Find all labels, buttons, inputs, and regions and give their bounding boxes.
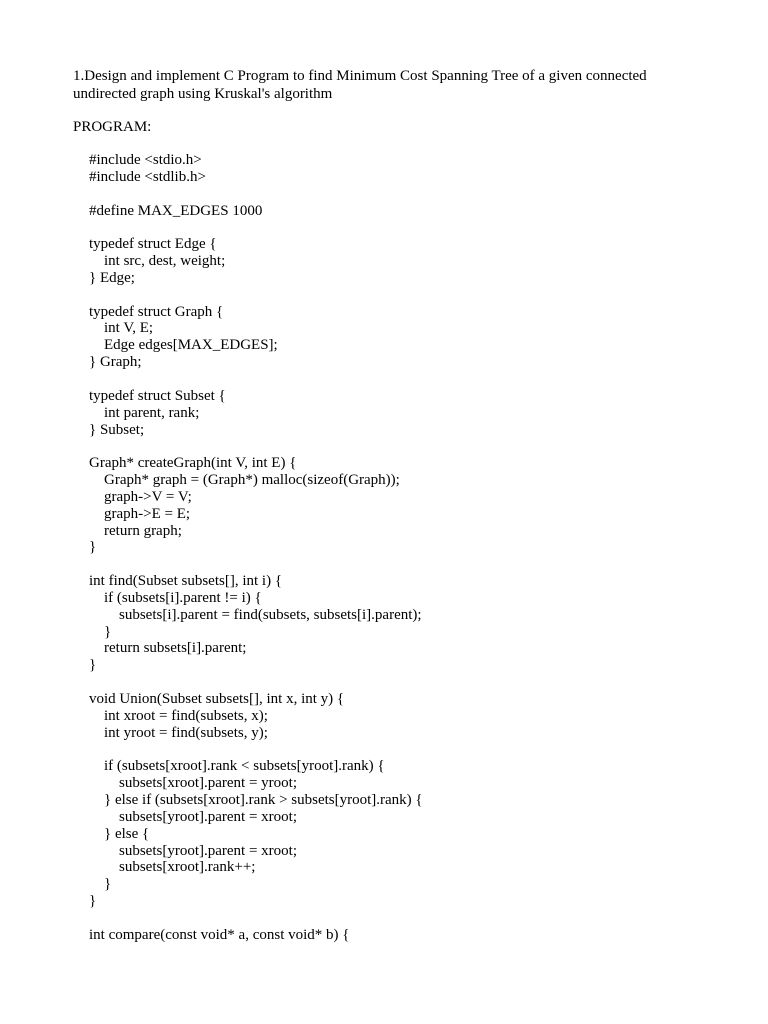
code-line: subsets[yroot].parent = xroot; [89,808,298,825]
code-line: typedef struct Edge { [89,236,217,253]
code-line: if (subsets[xroot].rank < subsets[yroot].rank) { [89,758,385,775]
code-line [89,219,423,236]
code-line [89,371,423,388]
code-line: graph->V = V; [89,488,192,505]
code-line [89,287,423,304]
code-line: return graph; [89,522,182,539]
code-line: Edge edges[MAX_EDGES]; [89,337,278,354]
code-line: typedef struct Graph { [89,303,224,320]
code-line: } Subset; [89,421,145,438]
code-line: typedef struct Subset { [89,387,226,404]
code-line: } [89,539,97,556]
code-line: void Union(Subset subsets[], int x, int y) { [89,691,345,707]
code-line: graph->E = E; [89,505,191,522]
code-line: int compare(const void* a, const void* b) { [89,926,350,943]
code-line [89,186,423,203]
code-line: } else if (subsets[xroot].rank > subsets[yroot].rank) { [89,792,423,809]
code-line: } Edge; [89,269,135,286]
code-line [89,742,423,759]
heading-line: 1.Design and implement C Program to find Minimum Cost Spanning Tree of a given connected [73,68,647,84]
code-line: #include <stdlib.h> [89,168,206,185]
code-line: } [89,657,97,674]
code-line: } [89,893,97,910]
code-line: int yroot = find(subsets, y); [89,724,268,741]
code-line: int V, E; [89,320,154,337]
code-line: } else { [89,825,150,842]
code-line: int find(Subset subsets[], int i) { [89,573,283,590]
code-line: Graph* graph = (Graph*) malloc(sizeof(Graph)); [89,472,400,489]
code-line [89,910,423,927]
code-line: int src, dest, weight; [89,253,226,270]
code-line [89,438,423,455]
code-line: return subsets[i].parent; [89,640,247,657]
heading-line: undirected graph using Kruskal's algorithm [73,85,333,102]
code-line: subsets[yroot].parent = xroot; [89,842,298,859]
code-line: subsets[i].parent = find(subsets, subsets[i].parent); [89,606,422,623]
code-line: } [89,623,112,640]
program-label: PROGRAM: [73,119,152,135]
code-line: if (subsets[i].parent != i) { [89,589,262,606]
code-line: } [89,876,112,893]
code-line [89,674,423,691]
code-line: #include <stdio.h> [89,152,202,168]
code-line: Graph* createGraph(int V, int E) { [89,455,297,472]
code-line: int xroot = find(subsets, x); [89,707,268,724]
code-line [89,556,423,573]
code-line: subsets[xroot].parent = yroot; [89,775,298,792]
question-heading [73,68,713,103]
code-line: int parent, rank; [89,404,200,421]
code-block [89,152,423,944]
code-line: subsets[xroot].rank++; [89,859,256,876]
code-line: } Graph; [89,354,142,371]
code-line: #define MAX_EDGES 1000 [89,202,263,219]
